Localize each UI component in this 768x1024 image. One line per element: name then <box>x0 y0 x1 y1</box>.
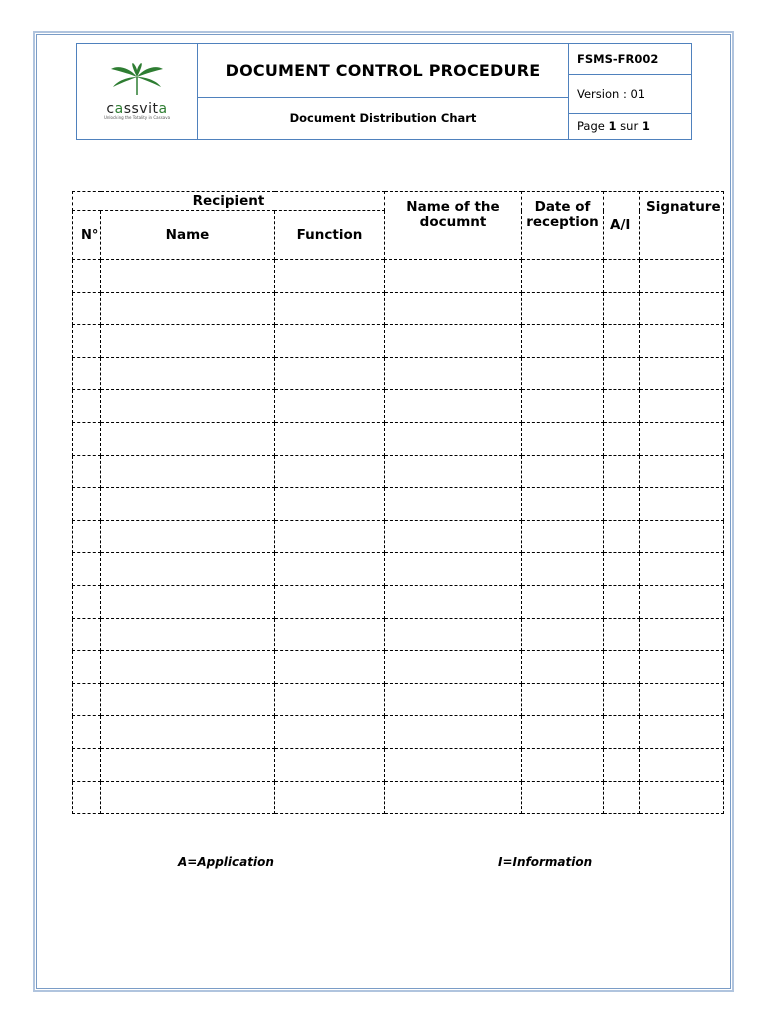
row-document-cell <box>385 357 522 390</box>
row-function-cell <box>275 585 385 618</box>
row-function-cell <box>275 488 385 521</box>
row-function-cell <box>275 520 385 553</box>
table-row <box>73 422 724 455</box>
row-number-cell <box>73 553 101 586</box>
row-ai-cell <box>604 781 640 814</box>
signature-header: Signature <box>640 192 724 260</box>
row-document-cell <box>385 683 522 716</box>
title-cell <box>198 44 569 140</box>
row-date-cell <box>522 488 604 521</box>
row-ai-cell <box>604 683 640 716</box>
row-signature-cell <box>640 390 724 423</box>
legend-application: A=Application <box>178 855 274 869</box>
row-signature-cell <box>640 781 724 814</box>
row-document-cell <box>385 553 522 586</box>
table-row <box>73 585 724 618</box>
row-signature-cell <box>640 618 724 651</box>
row-name-cell <box>101 292 275 325</box>
row-signature-cell <box>640 748 724 781</box>
row-name-cell <box>101 748 275 781</box>
row-ai-cell <box>604 325 640 358</box>
row-number-cell <box>73 325 101 358</box>
table-row <box>73 357 724 390</box>
distribution-table <box>72 191 724 814</box>
function-header: Function <box>275 211 385 260</box>
row-ai-cell <box>604 292 640 325</box>
row-document-cell <box>385 585 522 618</box>
table-row <box>73 748 724 781</box>
row-document-cell <box>385 781 522 814</box>
recipient-header: Recipient <box>73 192 385 211</box>
row-name-cell <box>101 455 275 488</box>
row-function-cell <box>275 618 385 651</box>
document-subtitle: Document Distribution Chart <box>289 110 477 125</box>
row-date-cell <box>522 422 604 455</box>
row-function-cell <box>275 390 385 423</box>
row-signature-cell <box>640 651 724 684</box>
row-ai-cell <box>604 260 640 293</box>
table-row <box>73 651 724 684</box>
code-cell <box>569 44 692 140</box>
date-reception-header: Date of reception <box>522 192 604 260</box>
row-document-cell <box>385 488 522 521</box>
row-document-cell <box>385 716 522 749</box>
row-signature-cell <box>640 683 724 716</box>
row-number-cell <box>73 683 101 716</box>
table-row <box>73 683 724 716</box>
row-date-cell <box>522 260 604 293</box>
row-date-cell <box>522 553 604 586</box>
row-date-cell <box>522 455 604 488</box>
document-title: DOCUMENT CONTROL PROCEDURE <box>198 45 568 98</box>
row-date-cell <box>522 292 604 325</box>
row-number-cell <box>73 455 101 488</box>
row-date-cell <box>522 390 604 423</box>
row-signature-cell <box>640 716 724 749</box>
table-row <box>73 716 724 749</box>
page-count: Page 1 sur 1 <box>577 119 650 133</box>
row-document-cell <box>385 422 522 455</box>
row-date-cell <box>522 683 604 716</box>
table-row <box>73 488 724 521</box>
row-number-cell <box>73 422 101 455</box>
row-signature-cell <box>640 325 724 358</box>
row-date-cell <box>522 748 604 781</box>
row-number-cell <box>73 618 101 651</box>
row-ai-cell <box>604 553 640 586</box>
logo-tagline: Unlocking the Totality in Cassava <box>103 115 171 120</box>
row-number-cell <box>73 390 101 423</box>
row-name-cell <box>101 651 275 684</box>
row-date-cell <box>522 651 604 684</box>
row-signature-cell <box>640 292 724 325</box>
row-document-cell <box>385 390 522 423</box>
row-name-cell <box>101 781 275 814</box>
row-function-cell <box>275 651 385 684</box>
table-row <box>73 553 724 586</box>
row-document-cell <box>385 325 522 358</box>
table-row <box>73 325 724 358</box>
table-row <box>73 455 724 488</box>
row-signature-cell <box>640 260 724 293</box>
row-number-cell <box>73 292 101 325</box>
row-signature-cell <box>640 585 724 618</box>
row-function-cell <box>275 357 385 390</box>
row-ai-cell <box>604 748 640 781</box>
form-code: FSMS-FR002 <box>569 45 691 75</box>
table-row <box>73 520 724 553</box>
row-ai-cell <box>604 357 640 390</box>
row-date-cell <box>522 357 604 390</box>
ai-header: A/I <box>604 192 640 260</box>
name-header: Name <box>101 211 275 260</box>
row-ai-cell <box>604 422 640 455</box>
logo-wordmark: cassvita <box>106 101 168 117</box>
row-number-cell <box>73 357 101 390</box>
row-ai-cell <box>604 488 640 521</box>
row-document-cell <box>385 292 522 325</box>
row-name-cell <box>101 618 275 651</box>
row-document-cell <box>385 651 522 684</box>
row-function-cell <box>275 748 385 781</box>
row-function-cell <box>275 553 385 586</box>
row-function-cell <box>275 422 385 455</box>
row-ai-cell <box>604 618 640 651</box>
row-ai-cell <box>604 520 640 553</box>
row-function-cell <box>275 716 385 749</box>
row-function-cell <box>275 260 385 293</box>
row-name-cell <box>101 488 275 521</box>
row-document-cell <box>385 618 522 651</box>
table-row <box>73 781 724 814</box>
row-function-cell <box>275 325 385 358</box>
row-name-cell <box>101 520 275 553</box>
row-name-cell <box>101 325 275 358</box>
row-ai-cell <box>604 716 640 749</box>
table-row <box>73 618 724 651</box>
row-ai-cell <box>604 455 640 488</box>
table-row <box>73 292 724 325</box>
row-function-cell <box>275 292 385 325</box>
document-name-header: Name of the documnt <box>385 192 522 260</box>
row-name-cell <box>101 585 275 618</box>
row-name-cell <box>101 553 275 586</box>
version-label: Version : 01 <box>569 75 691 114</box>
row-number-cell <box>73 488 101 521</box>
logo-cell <box>77 44 198 140</box>
row-date-cell <box>522 716 604 749</box>
document-header <box>76 43 692 140</box>
row-number-cell <box>73 748 101 781</box>
row-signature-cell <box>640 455 724 488</box>
row-number-cell <box>73 260 101 293</box>
row-number-cell <box>73 651 101 684</box>
row-number-cell <box>73 585 101 618</box>
row-ai-cell <box>604 390 640 423</box>
row-name-cell <box>101 422 275 455</box>
row-ai-cell <box>604 585 640 618</box>
cassava-leaf-logo-icon <box>107 63 167 97</box>
table-row <box>73 260 724 293</box>
row-name-cell <box>101 357 275 390</box>
row-date-cell <box>522 520 604 553</box>
row-document-cell <box>385 260 522 293</box>
row-function-cell <box>275 455 385 488</box>
row-number-cell <box>73 781 101 814</box>
row-name-cell <box>101 260 275 293</box>
row-document-cell <box>385 520 522 553</box>
row-date-cell <box>522 325 604 358</box>
row-name-cell <box>101 683 275 716</box>
row-document-cell <box>385 748 522 781</box>
row-signature-cell <box>640 357 724 390</box>
row-number-cell <box>73 520 101 553</box>
row-date-cell <box>522 585 604 618</box>
legend-information: I=Information <box>498 855 593 869</box>
row-signature-cell <box>640 488 724 521</box>
row-number-cell <box>73 716 101 749</box>
row-function-cell <box>275 683 385 716</box>
row-signature-cell <box>640 520 724 553</box>
row-name-cell <box>101 716 275 749</box>
row-document-cell <box>385 455 522 488</box>
row-date-cell <box>522 781 604 814</box>
row-signature-cell <box>640 422 724 455</box>
row-name-cell <box>101 390 275 423</box>
number-header: N° <box>73 211 101 260</box>
row-ai-cell <box>604 651 640 684</box>
table-row <box>73 390 724 423</box>
row-date-cell <box>522 618 604 651</box>
row-function-cell <box>275 781 385 814</box>
row-signature-cell <box>640 553 724 586</box>
